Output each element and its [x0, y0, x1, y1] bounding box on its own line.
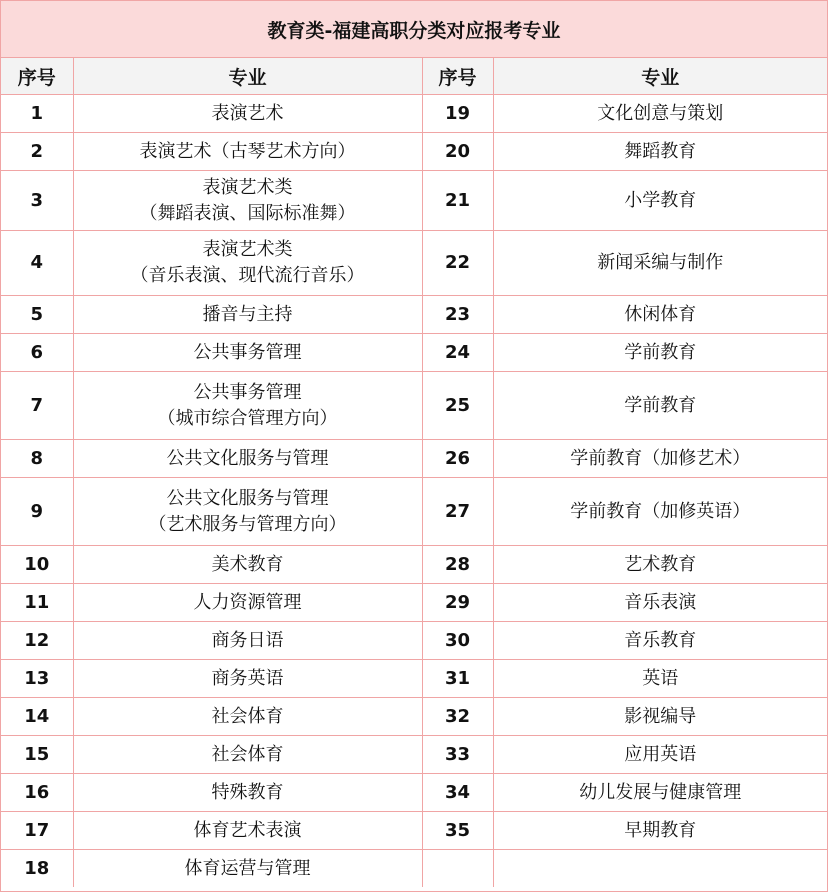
table-row: [1, 478, 827, 546]
major-name-right: [493, 95, 827, 133]
major-name-right: [493, 736, 827, 774]
major-name-left: [73, 622, 422, 660]
major-text-line: 表演艺术类: [202, 176, 293, 198]
major-name-left: [73, 334, 422, 372]
major-text-line: 表演艺术: [211, 102, 284, 124]
major-text-line: 体育艺术表演: [193, 819, 302, 841]
serial-number-left: 7: [1, 372, 73, 440]
serial-number-right: 35: [422, 812, 493, 850]
serial-number-right: 28: [422, 546, 493, 584]
table-row: [1, 231, 827, 296]
header-no-left: 序号: [1, 58, 73, 95]
table-row: [1, 334, 827, 372]
major-name-right: [493, 622, 827, 660]
major-text-line: 音乐教育: [624, 629, 697, 651]
major-name-right: [493, 133, 827, 171]
major-text-line: 幼儿发展与健康管理: [579, 781, 742, 803]
major-text-line: 英语: [642, 667, 679, 689]
serial-number-right: 32: [422, 698, 493, 736]
major-text-line: 美术教育: [211, 553, 284, 575]
major-name-right: [493, 850, 827, 888]
serial-number-left: 15: [1, 736, 73, 774]
table-row: [1, 440, 827, 478]
major-text-line: （音乐表演、现代流行音乐）: [130, 265, 365, 286]
header-major-right: 专业: [493, 58, 827, 95]
major-name-left: [73, 296, 422, 334]
major-text-line: 影视编导: [624, 705, 697, 727]
serial-number-left: 2: [1, 133, 73, 171]
major-name-right: [493, 231, 827, 296]
major-text-line: 公共文化服务与管理: [166, 487, 329, 509]
major-name-right: [493, 812, 827, 850]
major-text-line: 音乐表演: [624, 591, 697, 613]
serial-number-left: 6: [1, 334, 73, 372]
serial-number-right: 29: [422, 584, 493, 622]
serial-number-left: 13: [1, 660, 73, 698]
major-text-line: 表演艺术类: [202, 239, 293, 260]
major-text-line: 舞蹈教育: [624, 140, 697, 162]
serial-number-left: 1: [1, 95, 73, 133]
major-text-line: 公共文化服务与管理: [166, 447, 329, 469]
table-title: 教育类-福建高职分类对应报考专业: [1, 1, 827, 58]
major-name-left: [73, 850, 422, 888]
table-row: [1, 774, 827, 812]
serial-number-right: 24: [422, 334, 493, 372]
major-text-line: 商务英语: [211, 667, 284, 689]
table-row: [1, 736, 827, 774]
table-row: [1, 584, 827, 622]
serial-number-left: 18: [1, 850, 73, 888]
major-name-left: [73, 660, 422, 698]
table-row: [1, 546, 827, 584]
table-row: [1, 812, 827, 850]
major-text-line: 公共事务管理: [193, 381, 302, 403]
major-text-line: 体育运营与管理: [184, 857, 311, 879]
serial-number-left: 3: [1, 171, 73, 231]
major-name-left: [73, 171, 422, 231]
header-major-left: 专业: [73, 58, 422, 95]
major-text-line: 文化创意与策划: [597, 102, 724, 124]
serial-number-right: [422, 850, 493, 888]
major-text-line: 商务日语: [211, 629, 284, 651]
table-row: [1, 660, 827, 698]
major-name-right: [493, 334, 827, 372]
major-text-line: 新闻采编与制作: [597, 252, 724, 273]
serial-number-right: 26: [422, 440, 493, 478]
major-name-left: [73, 584, 422, 622]
header-no-right: 序号: [422, 58, 493, 95]
major-text-line: 学前教育（加修艺术）: [570, 447, 751, 469]
major-text-line: 早期教育: [624, 819, 697, 841]
serial-number-left: 8: [1, 440, 73, 478]
major-name-left: [73, 812, 422, 850]
serial-number-right: 30: [422, 622, 493, 660]
major-name-left: [73, 478, 422, 546]
serial-number-right: 33: [422, 736, 493, 774]
major-name-left: [73, 698, 422, 736]
major-text-line: （城市综合管理方向）: [157, 407, 338, 429]
table-row: [1, 95, 827, 133]
major-name-right: [493, 440, 827, 478]
major-text-line: （舞蹈表演、国际标准舞）: [139, 202, 356, 224]
table-row: [1, 133, 827, 171]
major-text-line: 公共事务管理: [193, 341, 302, 363]
major-name-right: [493, 171, 827, 231]
major-name-left: [73, 736, 422, 774]
table-row: [1, 850, 827, 888]
major-text-line: 学前教育: [624, 341, 697, 363]
table-row: [1, 372, 827, 440]
major-text-line: 播音与主持: [202, 303, 293, 325]
serial-number-left: 9: [1, 478, 73, 546]
major-name-right: [493, 660, 827, 698]
serial-number-right: 20: [422, 133, 493, 171]
major-name-left: [73, 231, 422, 296]
major-name-left: [73, 133, 422, 171]
serial-number-left: 11: [1, 584, 73, 622]
major-text-line: 社会体育: [211, 743, 284, 765]
major-text-line: 学前教育: [624, 394, 697, 416]
major-text-line: 小学教育: [624, 189, 697, 211]
serial-number-left: 4: [1, 231, 73, 296]
major-text-line: 特殊教育: [211, 781, 284, 803]
majors-table: [1, 58, 827, 887]
major-name-left: [73, 546, 422, 584]
serial-number-right: 22: [422, 231, 493, 296]
major-name-left: [73, 372, 422, 440]
serial-number-left: 14: [1, 698, 73, 736]
major-name-right: [493, 372, 827, 440]
major-name-right: [493, 774, 827, 812]
serial-number-left: 5: [1, 296, 73, 334]
major-name-right: [493, 296, 827, 334]
major-name-left: [73, 95, 422, 133]
major-text-line: （艺术服务与管理方向）: [148, 513, 347, 535]
major-name-left: [73, 774, 422, 812]
header-row: [1, 58, 827, 95]
major-text-line: 社会体育: [211, 705, 284, 727]
serial-number-left: 12: [1, 622, 73, 660]
major-text-line: 学前教育（加修英语）: [570, 500, 751, 522]
major-name-right: [493, 546, 827, 584]
table-body: [1, 95, 827, 888]
table-row: [1, 622, 827, 660]
major-name-right: [493, 584, 827, 622]
serial-number-right: 31: [422, 660, 493, 698]
serial-number-right: 19: [422, 95, 493, 133]
serial-number-right: 23: [422, 296, 493, 334]
serial-number-left: 10: [1, 546, 73, 584]
table-row: [1, 698, 827, 736]
serial-number-right: 27: [422, 478, 493, 546]
serial-number-right: 34: [422, 774, 493, 812]
major-name-left: [73, 440, 422, 478]
serial-number-left: 17: [1, 812, 73, 850]
serial-number-right: 21: [422, 171, 493, 231]
major-text-line: 表演艺术（古琴艺术方向）: [139, 140, 356, 162]
table-row: [1, 296, 827, 334]
serial-number-right: 25: [422, 372, 493, 440]
major-name-right: [493, 478, 827, 546]
major-text-line: 艺术教育: [624, 553, 697, 575]
major-name-right: [493, 698, 827, 736]
major-text-line: 休闲体育: [624, 303, 697, 325]
table-row: [1, 171, 827, 231]
serial-number-left: 16: [1, 774, 73, 812]
major-text-line: 人力资源管理: [193, 591, 302, 613]
major-text-line: 应用英语: [624, 743, 697, 765]
